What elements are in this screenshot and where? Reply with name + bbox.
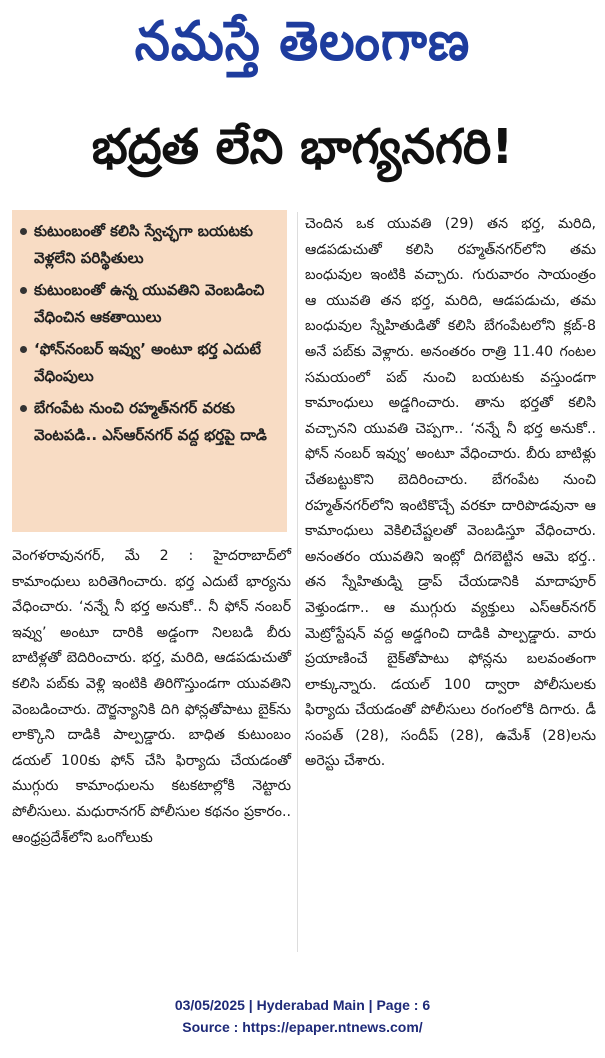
article-paragraph: చెందిన ఒక యువతి (29) తన భర్త, మరిది, ఆడపడుచుతో కలిసి రహ్మత్‌నగర్‌లోని తమ బంధువుల ఇంటికి వచ్చారు. గురువారం సాయంత్రం ఆ యువతి తన భర్త, మరిది, ఆడపడుచు, తమ బంధువుల స్నేహితుడితో కలిసి బేగంపేటలోని క్లబ్‌-8 అనే పబ్‌కు వెళ్లారు. అనంతరం రాత్రి 11.40 గంటల సమయంలో పబ్‌ నుంచి బయటకు వస్తుండగా కామాంధులు అడ్డగించారు. తాను భర్తతో కలిసి వచ్చానని యువతి చెప్పగా.. ‘నన్నే నీ భర్త అనుకో.. ఫోన్‌ నంబర్‌ ఇవ్వు’ అంటూ వేధించారు. బీరు బాటిళ్లు చేతబట్టుకొని బెదిరించారు. బేగంపేట నుంచి రహ్మత్‌నగర్‌లోని ఇంటికొచ్చే వరకూ దారిపొడవునా ఆ కామాంధులు వెకిలిచేష్టలతో వెంబడిస్తూ వేధించారు. అనంతరం యువతిని ఇంట్లో దిగబెట్టిన ఆమె భర్త.. తన స్నేహితుడ్ని డ్రాప్‌ చేయడానికి మాదాపూర్‌ వెళ్తుండగా.. ఆ ముగ్గురు వ్యక్తులు ఎస్‌ఆర్‌నగర్‌ మెట్రోస్టేషన్‌ వద్ద అడ్డగించి దాడికి పాల్పడ్డారు. వారు ప్రయాణించే బైక్‌తోపాటు ఫోన్లను బలవంతంగా లాక్కున్నారు. డయల్‌ 100 ద్వారా పోలీసులకు ఫిర్యాదు చేయడంతో పోలీసులు రంగంలోకి దిగారు. డీ సంపత్‌ (28), సందీప్‌ (28), ఉమేశ్‌ (28)లను అరెస్టు చేశారు. bbox=[305, 216, 596, 770]
highlight-text: ‘ఫోన్‌నంబర్‌ ఇవ్వు’ అంటూ భర్త ఎదుటే వేధింపులు bbox=[34, 340, 261, 385]
headline: భద్రత లేని భాగ్యనగరి! bbox=[91, 119, 514, 175]
highlight-text: బేగంపేట నుంచి రహ్మత్‌నగర్‌ వరకు వెంటపడి.. ఎస్‌ఆర్‌నగర్‌ వద్ద భర్తపై దాడి bbox=[34, 399, 267, 444]
masthead bbox=[0, 0, 605, 82]
newspaper-logo: నమస్తే తెలంగాణ bbox=[134, 9, 471, 73]
article-paragraph: వెంగళరావునగర్‌, మే 2 : హైదరాబాద్‌లో కామాంధులు బరితెగించారు. భర్త ఎదుటే భార్యను వేధించారు. ‘నన్నే నీ భర్త అనుకో.. నీ ఫోన్‌ నంబర్‌ ఇవ్వు’ అంటూ దారికి అడ్డంగా నిలబడి బీరు బాటిళ్లతో బెదిరించారు. భర్త, మరిది, ఆడపడుచుతో కలిసి పబ్‌కు వెళ్లి ఇంటికి తిరిగొస్తుండగా యువతిని వెంబడించారు. దౌర్జన్యానికి దిగి ఫోన్లతోపాటు బైక్‌ను లాక్కొని దాడికి పాల్పడ్డారు. బాధిత కుటుంబం డయల్‌ 100కు ఫోన్‌ చేసి ఫిర్యాదు చేయడంతో ముగ్గురు కామాంధులను కటకటాల్లోకి నెట్టారు పోలీసులు. మధురానగర్‌ పోలీసుల కథనం ప్రకారం.. ఆంధ్రప్రదేశ్‌లోని ఒంగోలుకు bbox=[12, 548, 291, 846]
highlight-item bbox=[18, 277, 281, 331]
bullet-icon bbox=[20, 287, 27, 294]
column-divider bbox=[297, 212, 298, 952]
article-column-left bbox=[12, 544, 291, 851]
source-link[interactable]: Source : https://epaper.ntnews.com/ bbox=[182, 1019, 423, 1035]
bullet-icon bbox=[20, 405, 27, 412]
bullet-icon bbox=[20, 228, 27, 235]
highlight-text: కుటుంబంతో కలిసి స్వేచ్ఛగా బయటకు వెళ్లలేని పరిస్థితులు bbox=[34, 222, 253, 267]
highlight-item bbox=[18, 336, 281, 390]
edition-info: 03/05/2025 | Hyderabad Main | Page : 6 bbox=[174, 997, 431, 1013]
article-column-right bbox=[305, 212, 596, 775]
highlight-text: కుటుంబంతో ఉన్న యువతిని వెంబడించి వేధించిన ఆకతాయిలు bbox=[34, 281, 265, 326]
page-footer bbox=[0, 994, 605, 1038]
bullet-icon bbox=[20, 346, 27, 353]
highlights-box bbox=[12, 210, 287, 532]
highlight-item bbox=[18, 218, 281, 272]
highlight-item bbox=[18, 395, 281, 449]
